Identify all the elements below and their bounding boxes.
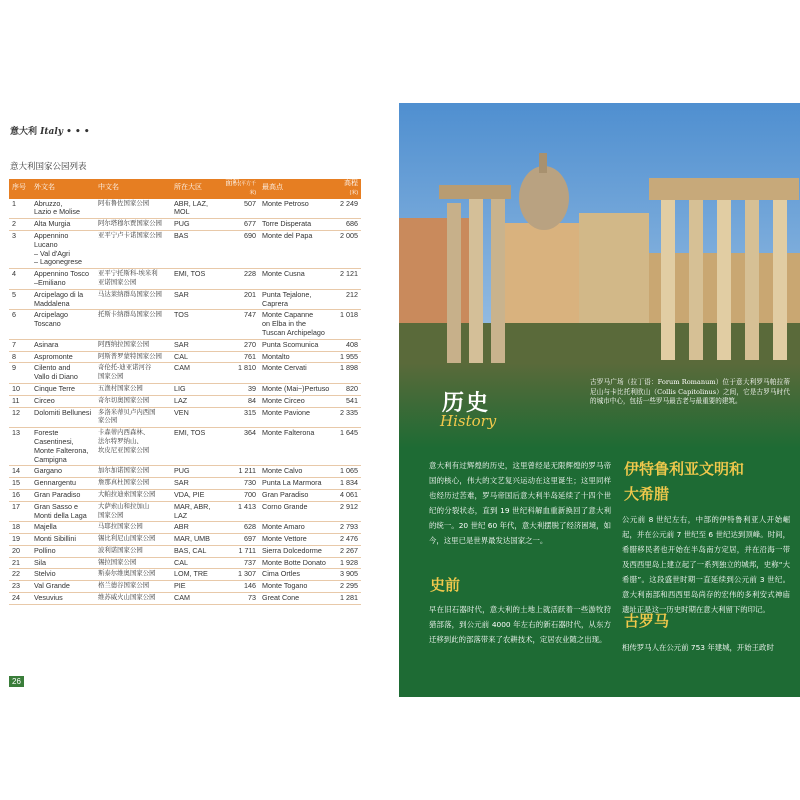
cell-highest-point: Punta Scomunica: [259, 339, 333, 351]
cell-area: 1 211: [219, 466, 259, 478]
cell-region: VDA, PIE: [171, 489, 219, 501]
cell-chinese-name: 詹那真杜国家公园: [95, 478, 171, 490]
table-row: [9, 230, 361, 268]
cell-no: 17: [9, 501, 31, 522]
cell-elevation: 408: [333, 339, 361, 351]
etruscan-paragraph: 公元前 8 世纪左右，中部的伊特鲁利亚人开始崛起，并在公元前 7 世纪至 6 世纪达到顶峰。时间，希腊移民者也开始在半岛南方定居，并在沿海一带及西西里岛上建立起了一系列独立的城邦，史称“大希腊”。这段盛世时期一直延续到公元前 3 世纪。意大利南部和西西里岛尚存的宏伟的多利安式神庙遗址正是这一历史时期在意大利留下的印记。: [622, 515, 790, 614]
cell-highest-point: Monte Capanne on Elba in the Tuscan Archipelago: [259, 310, 333, 339]
cell-highest-point: Monte Calvo: [259, 466, 333, 478]
cell-region: CAL: [171, 557, 219, 569]
cell-area: 690: [219, 230, 259, 268]
cell-elevation: 2 267: [333, 545, 361, 557]
cell-foreign-name: Arcipelago di la Maddalena: [31, 289, 95, 310]
cell-region: SAR: [171, 289, 219, 310]
cell-region: LOM, TRE: [171, 569, 219, 581]
cell-foreign-name: Pollino: [31, 545, 95, 557]
cell-area: 315: [219, 407, 259, 428]
cell-chinese-name: 加尔加诺国家公园: [95, 466, 171, 478]
cell-elevation: 2 121: [333, 269, 361, 290]
cell-elevation: 2 912: [333, 501, 361, 522]
cell-no: 7: [9, 339, 31, 351]
cell-elevation: 2 295: [333, 581, 361, 593]
cell-highest-point: Cima Ortles: [259, 569, 333, 581]
cell-foreign-name: Gargano: [31, 466, 95, 478]
cell-highest-point: Montalto: [259, 351, 333, 363]
table-title: 意大利国家公园列表: [10, 162, 87, 172]
cell-area: 628: [219, 522, 259, 534]
page-number: 26: [9, 676, 24, 687]
table-row: [9, 395, 361, 407]
cell-chinese-name: 马耶拉国家公园: [95, 522, 171, 534]
cell-region: PIE: [171, 581, 219, 593]
table-row: [9, 363, 361, 384]
cell-foreign-name: Gran Paradiso: [31, 489, 95, 501]
cell-elevation: 3 905: [333, 569, 361, 581]
cell-chinese-name: 多洛米蒂贝卢内西国 家公园: [95, 407, 171, 428]
cell-elevation: 1 955: [333, 351, 361, 363]
cell-no: 21: [9, 557, 31, 569]
table-row: [9, 289, 361, 310]
prehistory-paragraph: 早在旧石器时代，意大利的土地上就活跃着一些游牧狩猎部落，到公元前 4000 年左右的新石器时代，从东方迁移到此的部落带来了农耕技术，定居农业随之出现。: [429, 605, 611, 644]
cell-no: 20: [9, 545, 31, 557]
cell-no: 15: [9, 478, 31, 490]
rome-heading: 古罗马: [624, 612, 670, 630]
cell-area: 1 413: [219, 501, 259, 522]
cell-chinese-name: 大萨索山和拉加山 国家公园: [95, 501, 171, 522]
rome-paragraph: 相传罗马人在公元前 753 年建城，开始王政时: [622, 643, 774, 652]
cell-foreign-name: Gennargentu: [31, 478, 95, 490]
prehistory-heading: 史前: [430, 576, 461, 594]
cell-highest-point: Monte del Papa: [259, 230, 333, 268]
table-row: [9, 219, 361, 231]
cell-no: 23: [9, 581, 31, 593]
cell-elevation: 1 645: [333, 428, 361, 466]
cell-no: 19: [9, 534, 31, 546]
cell-foreign-name: Vesuvius: [31, 593, 95, 605]
cell-region: EMI, TOS: [171, 428, 219, 466]
col-header-foreign-name: 外文名: [31, 179, 95, 199]
cell-region: MAR, UMB: [171, 534, 219, 546]
table-row: [9, 310, 361, 339]
table-row: [9, 489, 361, 501]
cell-foreign-name: Circeo: [31, 395, 95, 407]
cell-highest-point: Great Cone: [259, 593, 333, 605]
cell-no: 14: [9, 466, 31, 478]
cell-no: 2: [9, 219, 31, 231]
table-row: [9, 351, 361, 363]
cell-chinese-name: 阿布鲁佐国家公园: [95, 199, 171, 219]
photo-caption: 古罗马广场（拉丁语：Forum Romanum）位于意大利罗马帕拉蒂尼山与卡比托利欧山（Collis Capitolinus）之间，它是古罗马时代的城市中心，包括一些罗马最古老与最重要的建筑。: [590, 378, 790, 405]
table-row: [9, 269, 361, 290]
cell-area: 1 810: [219, 363, 259, 384]
cell-foreign-name: Asinara: [31, 339, 95, 351]
cell-foreign-name: Appennino Tosco –Emiliano: [31, 269, 95, 290]
col-header-region: 所在大区: [171, 179, 219, 199]
cell-chinese-name: 斯泰尔维奥国家公园: [95, 569, 171, 581]
cell-area: 507: [219, 199, 259, 219]
cell-area: 700: [219, 489, 259, 501]
cell-elevation: 2 249: [333, 199, 361, 219]
cell-elevation: 541: [333, 395, 361, 407]
table-row: [9, 545, 361, 557]
cell-region: CAM: [171, 593, 219, 605]
cell-chinese-name: 波利诺国家公园: [95, 545, 171, 557]
cell-region: ABR, LAZ, MOL: [171, 199, 219, 219]
cell-elevation: 686: [333, 219, 361, 231]
table-row: [9, 199, 361, 219]
cell-highest-point: Monte Cusna: [259, 269, 333, 290]
cell-chinese-name: 马达莱纳群岛国家公园: [95, 289, 171, 310]
cell-region: CAL: [171, 351, 219, 363]
etruscan-heading-line2: 大希腊: [624, 485, 670, 503]
cell-region: SAR: [171, 339, 219, 351]
cell-highest-point: Gran Paradiso: [259, 489, 333, 501]
cell-foreign-name: Alta Murgia: [31, 219, 95, 231]
cell-no: 11: [9, 395, 31, 407]
table-row: [9, 466, 361, 478]
cell-elevation: 820: [333, 383, 361, 395]
cell-foreign-name: Dolomiti Bellunesi: [31, 407, 95, 428]
cell-highest-point: Monte Botte Donato: [259, 557, 333, 569]
col-header-no: 序号: [9, 179, 31, 199]
cell-foreign-name: Aspromonte: [31, 351, 95, 363]
cell-no: 5: [9, 289, 31, 310]
cell-area: 677: [219, 219, 259, 231]
table-row: [9, 501, 361, 522]
cell-chinese-name: 阿尔塔穆尔贾国家公园: [95, 219, 171, 231]
cell-area: 697: [219, 534, 259, 546]
cell-highest-point: Monte Pavione: [259, 407, 333, 428]
cell-elevation: 1 834: [333, 478, 361, 490]
cell-chinese-name: 五渔村国家公园: [95, 383, 171, 395]
cell-no: 6: [9, 310, 31, 339]
cell-chinese-name: 阿西纳拉国家公园: [95, 339, 171, 351]
cell-chinese-name: 大帕拉迪索国家公园: [95, 489, 171, 501]
cell-no: 9: [9, 363, 31, 384]
cell-chinese-name: 维苏威火山国家公园: [95, 593, 171, 605]
table-row: [9, 557, 361, 569]
cell-elevation: 2 005: [333, 230, 361, 268]
cell-elevation: 1 065: [333, 466, 361, 478]
cell-elevation: 1 281: [333, 593, 361, 605]
cell-foreign-name: Sila: [31, 557, 95, 569]
table-row: [9, 383, 361, 395]
table-header-row: [9, 179, 361, 199]
cell-foreign-name: Val Grande: [31, 581, 95, 593]
cell-region: MAR, ABR, LAZ: [171, 501, 219, 522]
cell-region: BAS: [171, 230, 219, 268]
cell-foreign-name: Majella: [31, 522, 95, 534]
cell-highest-point: Monte Togano: [259, 581, 333, 593]
cell-area: 730: [219, 478, 259, 490]
cell-elevation: 2 335: [333, 407, 361, 428]
cell-chinese-name: 锡比利尼山国家公园: [95, 534, 171, 546]
cell-foreign-name: Gran Sasso e Monti della Laga: [31, 501, 95, 522]
cell-foreign-name: Monti Sibillini: [31, 534, 95, 546]
intro-paragraph: 意大利有过辉煌的历史，这里曾经是无限辉煌的罗马帝国的核心，伟大的文艺复兴运动在这里诞生；这里同样也经历过苦难，罗马帝国后意大利半岛延续了十四个世纪的分裂状态，直到 19 世纪科解血重新换回了意大利的统一。20 世纪 60 年代，意大利摆脱了经济困境，如今，这里已是世界最发达国家之一。: [429, 461, 611, 545]
cell-highest-point: Monte Falterona: [259, 428, 333, 466]
cell-elevation: 1 018: [333, 310, 361, 339]
table-row: [9, 428, 361, 466]
table-row: [9, 407, 361, 428]
running-head-dots: • • •: [66, 127, 90, 137]
cell-no: 8: [9, 351, 31, 363]
cell-chinese-name: 格兰德谷国家公园: [95, 581, 171, 593]
col-header-highest-point: 最高点: [259, 179, 333, 199]
cell-highest-point: Torre Disperata: [259, 219, 333, 231]
cell-area: 39: [219, 383, 259, 395]
cell-region: LIG: [171, 383, 219, 395]
cell-chinese-name: 亚平宁卢卡诺国家公园: [95, 230, 171, 268]
cell-area: 747: [219, 310, 259, 339]
cell-elevation: 4 061: [333, 489, 361, 501]
table-row: [9, 534, 361, 546]
running-head: [10, 124, 90, 137]
cell-no: 1: [9, 199, 31, 219]
cell-highest-point: Corno Grande: [259, 501, 333, 522]
col-header-elevation: 高程(米): [333, 179, 361, 199]
cell-chinese-name: 奇尔切奥国家公园: [95, 395, 171, 407]
cell-elevation: 1 928: [333, 557, 361, 569]
cell-region: PUG: [171, 466, 219, 478]
cell-area: 228: [219, 269, 259, 290]
table-row: [9, 581, 361, 593]
cell-foreign-name: Appennino Lucano – Val d'Agri – Lagonegrese: [31, 230, 95, 268]
table-row: [9, 593, 361, 605]
cell-highest-point: Monte Petroso: [259, 199, 333, 219]
cell-no: 18: [9, 522, 31, 534]
cell-area: 737: [219, 557, 259, 569]
cell-highest-point: Punta La Marmora: [259, 478, 333, 490]
cell-foreign-name: Foreste Casentinesi, Monte Falterona, Campigna: [31, 428, 95, 466]
history-title-en: History: [440, 412, 497, 430]
cell-area: 1 711: [219, 545, 259, 557]
cell-foreign-name: Stelvio: [31, 569, 95, 581]
cell-chinese-name: 阿斯普罗蒙特国家公园: [95, 351, 171, 363]
cell-area: 146: [219, 581, 259, 593]
table-row: [9, 522, 361, 534]
cell-area: 1 307: [219, 569, 259, 581]
col-header-chinese-name: 中文名: [95, 179, 171, 199]
cell-foreign-name: Abruzzo, Lazio e Molise: [31, 199, 95, 219]
cell-no: 12: [9, 407, 31, 428]
cell-elevation: 212: [333, 289, 361, 310]
cell-no: 13: [9, 428, 31, 466]
cell-highest-point: Monte Amaro: [259, 522, 333, 534]
cell-area: 270: [219, 339, 259, 351]
cell-chinese-name: 锡拉国家公园: [95, 557, 171, 569]
cell-area: 84: [219, 395, 259, 407]
cell-region: EMI, TOS: [171, 269, 219, 290]
cell-region: SAR: [171, 478, 219, 490]
cell-highest-point: Monte Circeo: [259, 395, 333, 407]
cell-region: LAZ: [171, 395, 219, 407]
cell-highest-point: Punta Tejalone, Caprera: [259, 289, 333, 310]
cell-chinese-name: 卡森蒂内西森林、 法尔特罗纳山、 坎皮尼亚国家公园: [95, 428, 171, 466]
history-title-cn: 历史: [442, 390, 491, 416]
running-head-en: Italy: [40, 127, 64, 137]
cell-chinese-name: 亚平宁托斯科-埃米利 亚诺国家公园: [95, 269, 171, 290]
cell-no: 16: [9, 489, 31, 501]
cell-highest-point: Monte Vettore: [259, 534, 333, 546]
cell-region: PUG: [171, 219, 219, 231]
col-header-area: 面积(平方千米): [219, 179, 259, 199]
cell-area: 364: [219, 428, 259, 466]
cell-no: 22: [9, 569, 31, 581]
table-row: [9, 478, 361, 490]
cell-no: 4: [9, 269, 31, 290]
cell-region: ABR: [171, 522, 219, 534]
cell-highest-point: Sierra Dolcedorme: [259, 545, 333, 557]
cell-highest-point: Monte Cervati: [259, 363, 333, 384]
cell-area: 201: [219, 289, 259, 310]
cell-foreign-name: Arcipelago Toscano: [31, 310, 95, 339]
cell-area: 73: [219, 593, 259, 605]
cell-no: 24: [9, 593, 31, 605]
cell-foreign-name: Cinque Terre: [31, 383, 95, 395]
cell-region: CAM: [171, 363, 219, 384]
table-row: [9, 339, 361, 351]
etruscan-heading-line1: 伊特鲁利亚文明和: [624, 460, 745, 478]
cell-region: TOS: [171, 310, 219, 339]
national-parks-table: [9, 179, 361, 605]
cell-chinese-name: 托斯卡纳群岛国家公园: [95, 310, 171, 339]
cell-elevation: 2 793: [333, 522, 361, 534]
cell-foreign-name: Cilento and Vallo di Diano: [31, 363, 95, 384]
cell-highest-point: Monte (Mai~)Pertuso: [259, 383, 333, 395]
cell-no: 10: [9, 383, 31, 395]
cell-region: VEN: [171, 407, 219, 428]
cell-area: 761: [219, 351, 259, 363]
running-head-cn: 意大利: [10, 127, 38, 137]
table-row: [9, 569, 361, 581]
cell-chinese-name: 奇伦托-迪亚诺河谷 国家公园: [95, 363, 171, 384]
cell-no: 3: [9, 230, 31, 268]
cell-elevation: 2 476: [333, 534, 361, 546]
cell-region: BAS, CAL: [171, 545, 219, 557]
cell-elevation: 1 898: [333, 363, 361, 384]
